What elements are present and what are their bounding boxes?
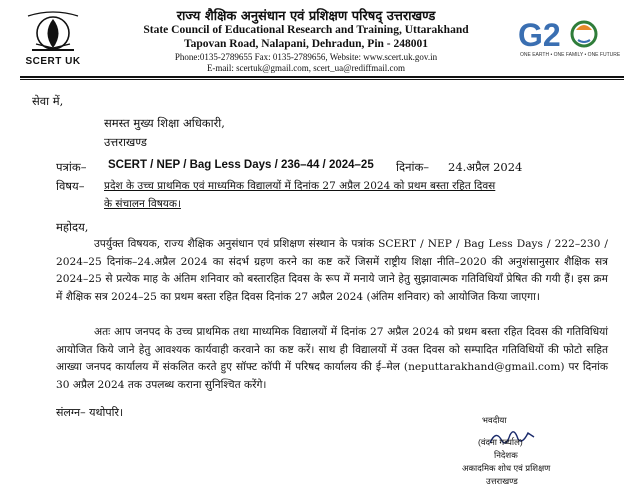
header-rule-thick [20,76,624,78]
g20-tagline: ONE EARTH • ONE FAMILY • ONE FUTURE [520,52,621,58]
paragraph-1-text: उपर्युक्त विषयक, राज्य शैक्षिक अनुसंधान एवं प्रशिक्षण संस्थान के पत्रांक SCERT / NEP / Bag Less Days / 222–230 / 2024–25 दिनांक–24.अप्रैल 2024 का संदर्भ ग्रहण करने का कष्ट करें जिसमें राष्ट्रीय शिक्षा नीति–2020 की अनुशंसानुसार शैक्षिक सत्र 2024–25 से प्रत्येक माह के अंतिम शनिवार को बस्तारहित दिवस के रूप में मनाये जाने हेतु सुझावात्मक गतिविधियाँ प्रेषित की गयी हैं। इस क्रम में शैक्षिक सत्र 2024–25 का प्रथम बस्ता रहित दिवस दिनांक 27 अप्रैल 2024 (अंतिम शनिवार) को आयोजित किया जाएगा। [56,238,608,303]
subject-line2: के संचालन विषयक। [104,198,181,210]
body-paragraph-2 [56,324,608,394]
enclosure-note: संलग्न– यथोपरि। [56,406,124,419]
body-paragraph-1 [56,236,608,306]
header-hindi-title: राज्य शैक्षिक अनुसंधान एवं प्रशिक्षण परिषद् उत्तराखण्ड [176,9,436,24]
svg-text:G2: G2 [518,17,561,53]
scert-emblem-icon [22,6,84,56]
salutation: सेवा में, [32,94,64,108]
header-english-title: State Council of Educational Research and Training, Uttarakhand [143,24,469,36]
reference-date: 24.अप्रैल 2024 [448,160,523,174]
signatory-state: उत्तराखण्ड [486,476,518,486]
greeting: महोदय, [56,220,89,234]
logo-text: SCERT UK [25,56,81,67]
signatory-designation: निदेशक [494,450,518,460]
reference-label: पत्रांक– [56,160,87,174]
scert-logo [22,6,84,68]
subject-line1: प्रदेश के उच्च प्राथमिक एवं माध्यमिक विद्यालयों में दिनांक 27 अप्रैल 2024 को प्रथम बस्ता रहित दिवस [104,180,496,192]
g20-logo [518,14,630,70]
subject-label: विषय– [56,179,85,193]
addressee-line2: उत्तराखण्ड [104,135,147,149]
signatory-name: (वंदना गर्ब्याल) [478,437,523,447]
header-phone-line: Phone:0135-2789655 Fax: 0135-2789656, Website: www.scert.uk.gov.in [174,52,438,62]
header-email-line: E-mail: scertuk@gmail.com, scert_ua@rediffmail.com [206,63,406,73]
addressee-line1: समस्त मुख्य शिक्षा अधिकारी, [104,116,225,130]
header-rule-thin [20,79,624,80]
paragraph-2-text: अतः आप जनपद के उच्च प्राथमिक तथा माध्यमिक विद्यालयों में दिनांक 27 अप्रैल 2024 को प्रथम बस्ता रहित दिवस की गतिविधियां आयोजित किये जाने हेतु आवश्यक कार्यवाही करवाने का कष्ट करें। साथ ही विद्यालयों में उक्त दिवस को सम्पादित गतिविधियों की फोटो सहित आख्या जनपद कार्यालय में संकलित करते हुए सॉफ्ट कॉपी में परिषद कार्यालय की ई–मेल (neputtarakhand@gmail.com) पर दिनांक 30 अप्रैल 2024 तक उपलब्ध कराना सुनिश्चित करेंगे। [56,326,608,391]
signatory-department: अकादमिक शोध एवं प्रशिक्षण [462,463,551,473]
reference-number: SCERT / NEP / Bag Less Days / 236–44 / 2024–25 [108,159,374,171]
g20-emblem-icon [518,14,630,54]
reference-date-label: दिनांक– [396,160,430,174]
signature-closing: भवदीया [482,415,507,425]
header-address: Tapovan Road, Nalapani, Dehradun, Pin - 248001 [183,38,428,50]
